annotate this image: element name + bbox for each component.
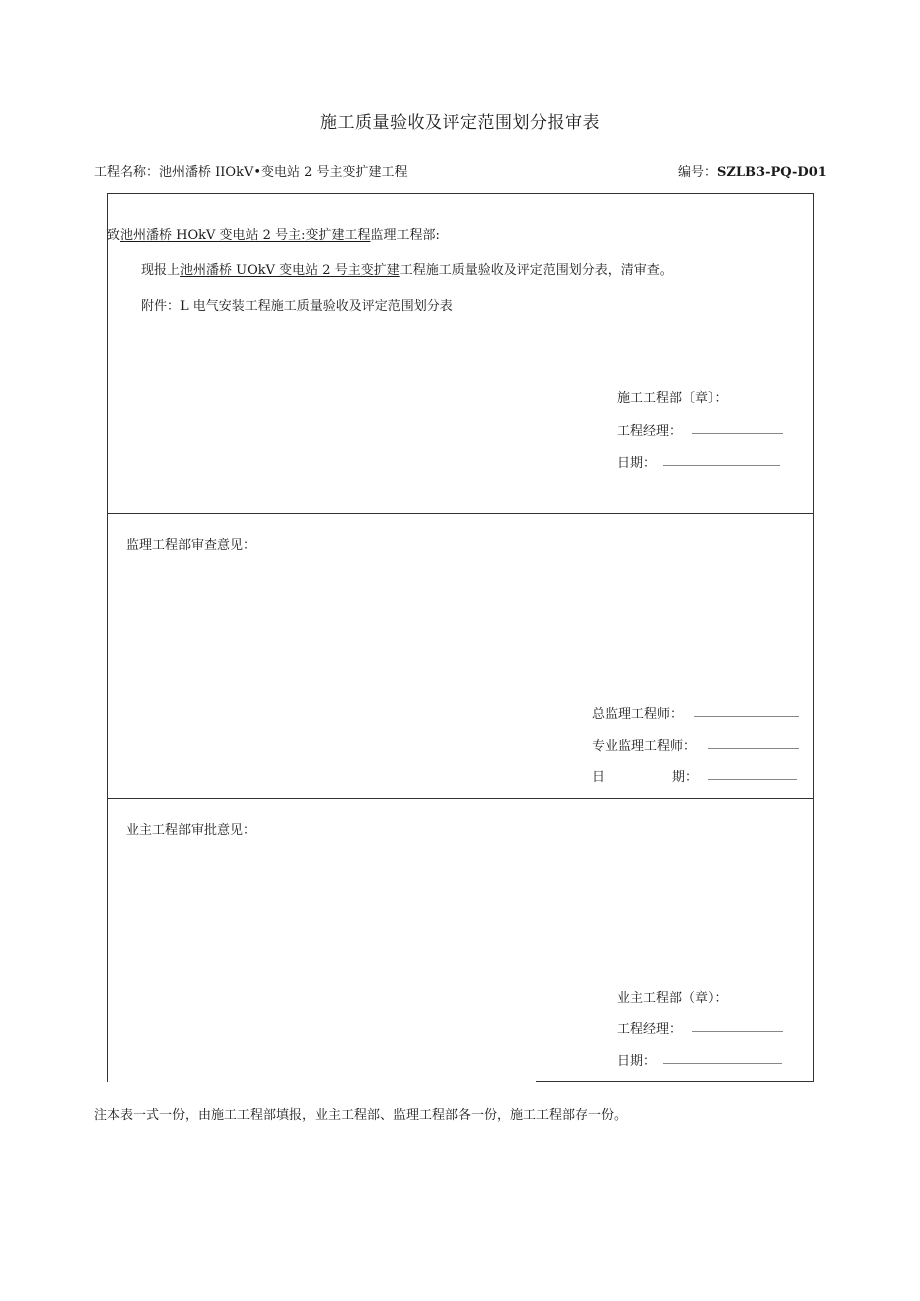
project-name: 池州潘桥 IIOkV•变电站 2 号主变扩建工程 bbox=[159, 165, 408, 180]
addressee-prefix: 致 bbox=[107, 228, 121, 243]
footnote: 注本表一式一份，由施工工程部填报，业主工程部、监理工程部各一份，施工工程部存一份。 bbox=[94, 1108, 628, 1123]
owner-approval-section bbox=[107, 798, 814, 1082]
specialist-supervisor-signature-field[interactable] bbox=[708, 748, 799, 749]
submission-body-line bbox=[141, 259, 673, 278]
chief-supervisor-signature-field[interactable] bbox=[694, 716, 799, 717]
attachment-line: 附件：L 电气安装工程施工质量验收及评定范围划分表 bbox=[141, 299, 453, 314]
addressee-project: 池州潘桥 HOkV 变电站 2 号主:变扩建工程 bbox=[120, 228, 371, 243]
construction-manager-label: 工程经理： bbox=[617, 424, 683, 439]
project-name-line bbox=[94, 161, 408, 180]
construction-date-field[interactable] bbox=[663, 465, 780, 466]
body-project: 池州潘桥 UOkV 变电站 2 号主变扩建 bbox=[180, 263, 400, 278]
number-value: SZLB3-PQ-D01 bbox=[717, 165, 827, 180]
addressee-suffix: 监理工程部: bbox=[370, 228, 440, 243]
owner-date-field[interactable] bbox=[663, 1063, 782, 1064]
owner-date-label: 日期： bbox=[617, 1054, 657, 1069]
supervision-review-section bbox=[107, 513, 814, 798]
specialist-supervisor-label: 专业监理工程师： bbox=[592, 739, 697, 754]
review-form-table bbox=[107, 193, 814, 1082]
form-title: 施工质量验收及评定范围划分报审表 bbox=[320, 113, 600, 133]
number-label: 编号： bbox=[678, 165, 718, 180]
construction-manager-signature-field[interactable] bbox=[692, 433, 783, 434]
construction-date-label: 日期： bbox=[617, 456, 657, 471]
construction-dept-seal-label: 施工工程部〔章〕： bbox=[617, 391, 728, 406]
contractor-submission-section bbox=[107, 193, 814, 513]
supervision-date-field[interactable] bbox=[708, 779, 797, 780]
addressee-line bbox=[107, 224, 440, 243]
supervision-date-char-1: 日 bbox=[592, 770, 606, 785]
body-suffix: 工程施工质量验收及评定范围划分表，清审查。 bbox=[399, 263, 673, 278]
owner-opinion-heading: 业主工程部审批意见： bbox=[126, 823, 257, 838]
body-prefix: 现报上 bbox=[141, 263, 181, 278]
owner-dept-seal-label: 业主工程部（章）： bbox=[617, 991, 728, 1006]
chief-supervisor-label: 总监理工程师： bbox=[592, 707, 684, 722]
project-label: 工程名称： bbox=[94, 165, 160, 180]
supervision-opinion-heading: 监理工程部审查意见： bbox=[126, 538, 257, 553]
supervision-date-char-2: 期： bbox=[672, 770, 699, 785]
owner-manager-signature-field[interactable] bbox=[692, 1031, 783, 1032]
form-number-line bbox=[678, 161, 827, 180]
owner-manager-label: 工程经理： bbox=[617, 1022, 683, 1037]
